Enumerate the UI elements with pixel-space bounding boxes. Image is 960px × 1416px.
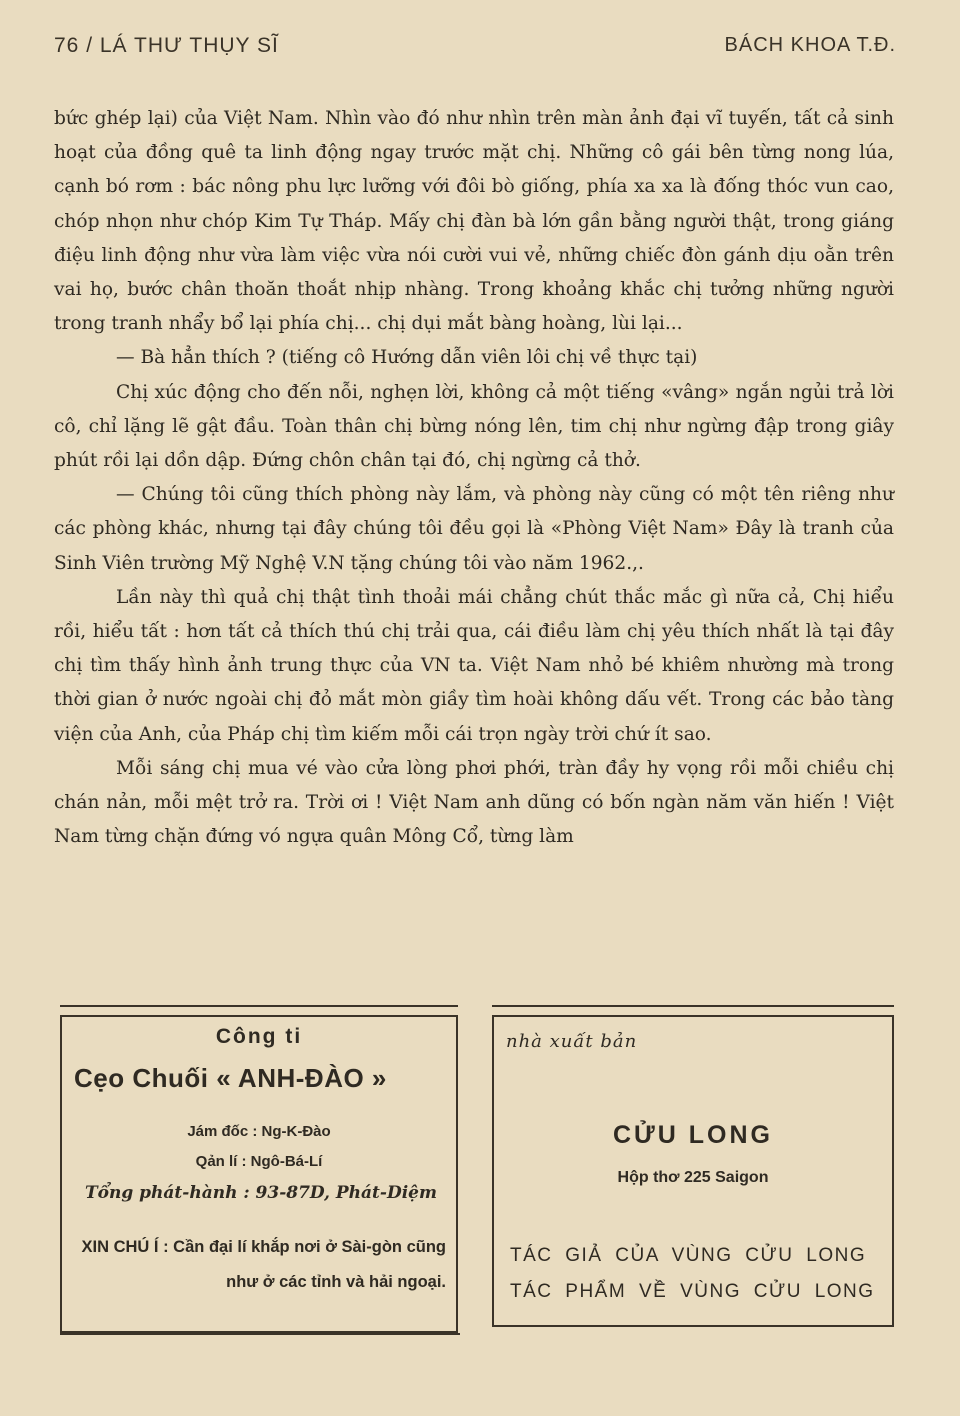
paragraph-6: Mỗi sáng chị mua vé vào cửa lòng phơi phới, tràn đầy hy vọng rồi mỗi chiều chị chán nản, mỗi mệt trở ra. Trời ơi ! Việt Nam anh dũng có bốn ngàn năm văn hiến ! Việt Nam từng chặn đứng vó ngựa quân Mông Cổ, từng làm bbox=[54, 757, 894, 848]
running-header bbox=[54, 34, 896, 64]
ad-po-box: Hộp thơ 225 Saigon bbox=[617, 1169, 769, 1186]
header-publication: BÁCH KHOA T.Đ. bbox=[724, 34, 896, 56]
paragraph-3: Chị xúc động cho đến nỗi, nghẹn lời, không cả một tiếng «vâng» ngắn ngủi trả lời cô, chỉ lặng lẽ gật đầu. Toàn thân chị bừng nóng lên, tim chị như ngừng đập trong giây phút rồi lại dồn dập. Đứng chôn chân tại đó, chị ngừng cả thở. bbox=[54, 381, 894, 472]
ad-tagline-1: TÁC GIẢ CỦA VÙNG CỬU LONG bbox=[510, 1245, 867, 1266]
divider-right bbox=[492, 1005, 894, 1007]
ad-publisher-label: nhà xuất bản bbox=[506, 1031, 638, 1052]
divider-left bbox=[60, 1005, 458, 1007]
ad-manager: Qản lí : Ngô-Bá-Lí bbox=[195, 1153, 323, 1170]
advertisement-anh-dao bbox=[60, 1015, 458, 1333]
ad-director: Jám đốc : Ng-K-Đào bbox=[187, 1123, 331, 1140]
ad-note: XIN CHÚ Í : Cần đại lí khắp nơi ở Sài-gòn cũng như ở các tỉnh và hải ngoại. bbox=[81, 1238, 446, 1291]
article-body bbox=[54, 102, 894, 854]
ad-company-name: Cẹo Chuối « ANH-ĐÀO » bbox=[74, 1063, 387, 1093]
ad-company-label: Công ti bbox=[215, 1025, 303, 1048]
advertisement-cuu-long bbox=[492, 1015, 894, 1327]
ad-tagline-2: TÁC PHẨM VỀ VÙNG CỬU LONG bbox=[510, 1281, 875, 1302]
ad-distributor: Tổng phát-hành : 93-87D, Phát-Diệm bbox=[85, 1183, 437, 1203]
paragraph-5: Lần này thì quả chị thật tình thoải mái chẳng chút thắc mắc gì nữa cả, Chị hiểu rồi, hiểu tất : hơn tất cả thích thú chị trải qua, cái điều làm chị yêu thích nhất là tại đây chị tìm thấy hình ảnh trung thực của VN ta. Việt Nam nhỏ bé khiêm nhường mà trong thời gian ở nước ngoài chị đỏ mắt mòn giầy tìm hoài không dấu vết. Trong các bảo tàng viện của Anh, của Pháp chị tìm kiếm mỗi cái trọn ngày trời chứ ít sao. bbox=[54, 586, 894, 745]
paragraph-4: — Chúng tôi cũng thích phòng này lắm, và phòng này cũng có một tên riêng như các phòng khác, nhưng tại đây chúng tôi đều gọi là «Phòng Việt Nam» Đây là tranh của Sinh Viên trường Mỹ Nghệ V.N tặng chúng tôi vào năm 1962.,. bbox=[54, 484, 894, 574]
ad-publisher-name: CỬU LONG bbox=[612, 1121, 773, 1149]
header-page-title: 76 / LÁ THƯ THỤY SĨ bbox=[54, 34, 279, 57]
paragraph-2: — Bà hẳn thích ? (tiếng cô Hướng dẫn viên lôi chị về thực tại) bbox=[116, 347, 698, 369]
paragraph-1: bức ghép lại) của Việt Nam. Nhìn vào đó như nhìn trên màn ảnh đại vĩ tuyến, tất cả sinh hoạt của đồng quê ta linh động ngay trước mặt chị. Những cô gái bên từng nong lúa, cạnh bó rơm : bác nông phu lực lưỡng với đôi bò giống, phía xa xa là đống thóc vun cao, chóp nhọn như chóp Kim Tự Tháp. Mấy chị đàn bà lớn gần bằng người thật, trong giáng điệu linh động như vừa làm việc vừa nói cười vui vẻ, những chiếc đòn gánh dịu oằn trên vai họ, bước chân thoăn thoắt nhịp nhàng. Trong khoảng khắc chị tưởng những người trong tranh nhẩy bổ lại phía chị... chị dụi mắt bàng hoàng, lùi lại... bbox=[54, 108, 894, 335]
divider-bottom bbox=[60, 1333, 460, 1335]
